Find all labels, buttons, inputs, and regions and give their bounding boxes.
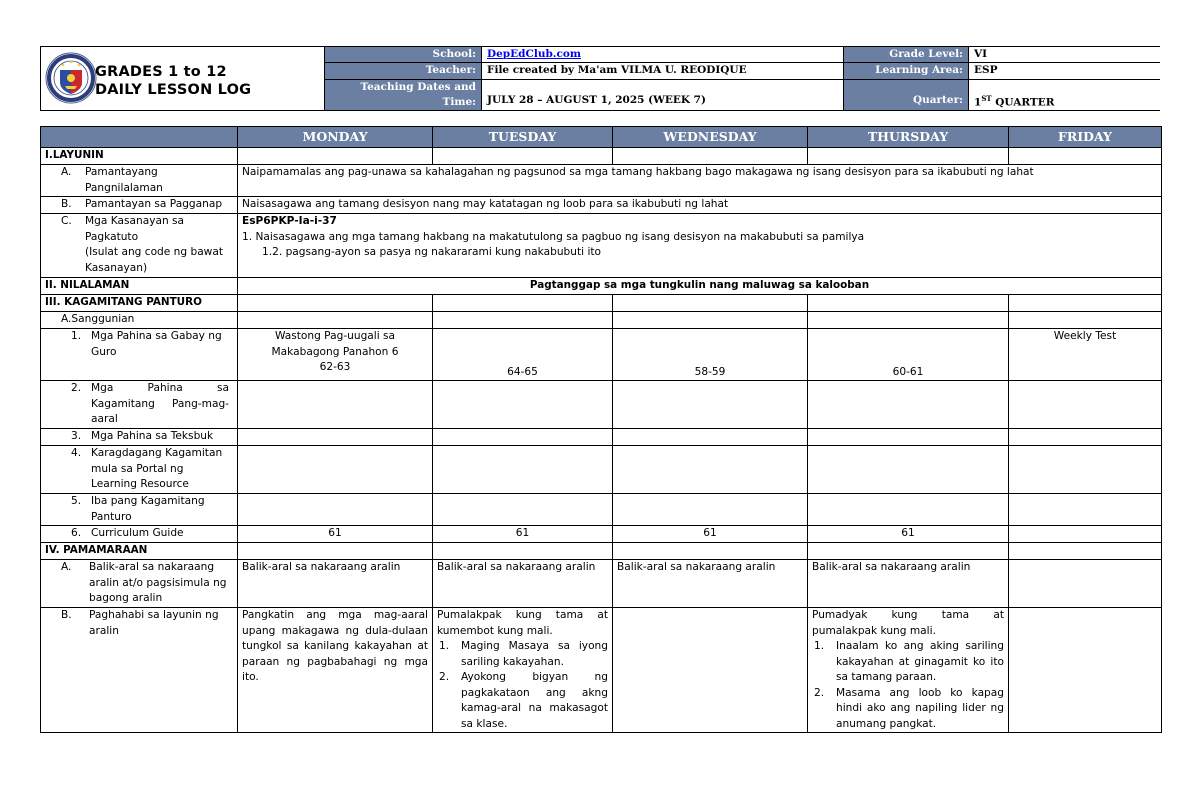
kagamitang-pang-mag-aaral-row bbox=[41, 381, 1162, 429]
nilalaman-heading: II. NILALAMAN bbox=[41, 278, 238, 295]
row-marker: B. bbox=[61, 198, 72, 210]
kagamitan-heading-row bbox=[41, 295, 1162, 312]
gabay-monday bbox=[238, 329, 433, 381]
paghahabi-monday: Pangkatin ang mga mag-aaral upang makagawa ng dula-dulaan tungkol sa kanilang kakayahan at paraan ng pagbabahagi ng mga ito. bbox=[238, 608, 433, 733]
row-marker: B. bbox=[61, 609, 72, 621]
empty-cell bbox=[433, 543, 613, 560]
paghahabi-tuesday bbox=[433, 608, 613, 733]
teksbuk-row bbox=[41, 429, 1162, 446]
quarter-suffix: ST bbox=[981, 94, 992, 103]
pamantayang-pangnilalaman-row bbox=[41, 165, 1162, 197]
row-label-text: Mga Pahina sa Gabay ng Guro bbox=[91, 330, 222, 358]
empty-cell bbox=[808, 148, 1009, 165]
school-value bbox=[482, 47, 844, 63]
empty-cell bbox=[238, 148, 433, 165]
gabay-monday-pages: 62-63 bbox=[319, 361, 351, 373]
cg-tuesday: 61 bbox=[433, 526, 613, 543]
corner-cell bbox=[41, 127, 238, 148]
form-title-line-2: DAILY LESSON LOG bbox=[95, 82, 252, 98]
empty-cell bbox=[808, 312, 1009, 329]
empty-cell bbox=[808, 446, 1009, 494]
form-title-line-1: GRADES 1 to 12 bbox=[95, 64, 227, 80]
pamamaraan-heading: IV. PAMAMARAAN bbox=[41, 543, 238, 560]
day-header-monday: MONDAY bbox=[238, 127, 433, 148]
empty-cell bbox=[433, 381, 613, 429]
quarter-word: QUARTER bbox=[991, 96, 1055, 109]
competency-item-1-2: 1.2. pagsang-ayon sa pasya ng nakararami kung nakabubuti ito bbox=[262, 246, 602, 258]
empty-cell bbox=[1009, 526, 1162, 543]
empty-cell bbox=[238, 429, 433, 446]
empty-cell bbox=[1009, 560, 1162, 608]
sanggunian-label: A.Sanggunian bbox=[41, 312, 238, 329]
empty-cell bbox=[238, 312, 433, 329]
paghahabi-tuesday-list bbox=[437, 639, 608, 732]
row-label-text: Mga Kasanayan sa Pagkatuto bbox=[85, 215, 185, 243]
empty-cell bbox=[433, 312, 613, 329]
teaching-dates-value: JULY 28 – AUGUST 1, 2025 (WEEK 7) bbox=[482, 80, 844, 110]
list-text: Masama ang loob ko kapag hindi ako ang napiling lider ng anumang pangkat. bbox=[836, 686, 1004, 730]
row-label-text: Mga Pahina sa Kagamitang Pang-mag-aaral bbox=[91, 382, 229, 425]
balik-aral-row bbox=[41, 560, 1162, 608]
empty-cell bbox=[808, 494, 1009, 526]
empty-cell bbox=[613, 446, 808, 494]
iba-pang-kagamitan-label bbox=[41, 494, 238, 526]
day-header-wednesday: WEDNESDAY bbox=[613, 127, 808, 148]
row-label-text: Mga Pahina sa Teksbuk bbox=[91, 430, 214, 442]
row-label-text: Karagdagang Kagamitan mula sa Portal ng Learning Resource bbox=[91, 447, 223, 490]
empty-cell bbox=[238, 543, 433, 560]
curriculum-guide-label bbox=[41, 526, 238, 543]
empty-cell bbox=[613, 608, 808, 733]
list-number: 1. bbox=[814, 640, 825, 652]
sanggunian-row bbox=[41, 312, 1162, 329]
day-header-friday: FRIDAY bbox=[1009, 127, 1162, 148]
kasanayan-row bbox=[41, 214, 1162, 278]
row-label-text: Iba pang Kagamitang Panturo bbox=[91, 495, 205, 523]
list-text: Inaalam ko ang aking sariling kakayahan at ginagamit ko ito sa tamang paraan. bbox=[836, 640, 1004, 683]
empty-cell bbox=[433, 494, 613, 526]
teksbuk-label bbox=[41, 429, 238, 446]
list-item bbox=[437, 639, 608, 670]
empty-cell bbox=[238, 494, 433, 526]
kagamitan-heading: III. KAGAMITANG PANTURO bbox=[41, 295, 238, 312]
pamantayan-sa-pagganap-label bbox=[41, 197, 238, 214]
cg-thursday: 61 bbox=[808, 526, 1009, 543]
pamantayan-sa-pagganap-text: Naisasagawa ang tamang desisyon nang may katatagan ng loob para sa ikabubuti ng lahat bbox=[238, 197, 1162, 214]
learning-area-value: ESP bbox=[969, 63, 1160, 80]
row-marker: 6. bbox=[71, 527, 82, 539]
iba-pang-kagamitan-row bbox=[41, 494, 1162, 526]
list-number: 1. bbox=[439, 640, 450, 652]
school-link[interactable]: DepEdClub.com bbox=[487, 48, 581, 60]
empty-cell bbox=[613, 543, 808, 560]
list-item bbox=[812, 639, 1004, 686]
day-header-tuesday: TUESDAY bbox=[433, 127, 613, 148]
empty-cell bbox=[613, 429, 808, 446]
grade-level-label: Grade Level: bbox=[844, 47, 969, 63]
row-marker: 5. bbox=[71, 495, 82, 507]
pamantayang-pangnilalaman-text: Naipamamalas ang pag-unawa sa kahalagahan ng pagsunod sa mga tamang hakbang bago makagawa ng isang desisyon para sa ikabubuti ng lahat bbox=[238, 165, 1162, 197]
paghahabi-thursday-list bbox=[812, 639, 1004, 732]
balik-aral-tuesday: Balik-aral sa nakaraang aralin bbox=[433, 560, 613, 608]
empty-cell bbox=[433, 295, 613, 312]
pamantayan-sa-pagganap-row bbox=[41, 197, 1162, 214]
row-marker: A. bbox=[61, 166, 72, 178]
balik-aral-monday: Balik-aral sa nakaraang aralin bbox=[238, 560, 433, 608]
paghahabi-label bbox=[41, 608, 238, 733]
teaching-dates-label-line2: Time: bbox=[442, 96, 476, 108]
empty-cell bbox=[808, 295, 1009, 312]
portal-label bbox=[41, 446, 238, 494]
layunin-heading: I.LAYUNIN bbox=[41, 148, 238, 165]
title-cell bbox=[41, 47, 325, 110]
empty-cell bbox=[613, 312, 808, 329]
pamamaraan-heading-row bbox=[41, 543, 1162, 560]
nilalaman-row bbox=[41, 278, 1162, 295]
row-marker: A. bbox=[61, 561, 72, 573]
row-label-text: Balik-aral sa nakaraang aralin at/o pagsisimula ng bagong aralin bbox=[89, 561, 227, 604]
empty-cell bbox=[808, 429, 1009, 446]
empty-cell bbox=[1009, 608, 1162, 733]
kasanayan-label bbox=[41, 214, 238, 278]
empty-cell bbox=[613, 494, 808, 526]
paghahabi-row bbox=[41, 608, 1162, 733]
gabay-friday: Weekly Test bbox=[1009, 329, 1162, 381]
empty-cell bbox=[808, 543, 1009, 560]
nilalaman-text: Pagtanggap sa mga tungkulin nang maluwag sa kalooban bbox=[238, 278, 1162, 295]
layunin-heading-row bbox=[41, 148, 1162, 165]
empty-cell bbox=[1009, 148, 1162, 165]
row-label-text: Curriculum Guide bbox=[91, 527, 184, 539]
day-header-thursday: THURSDAY bbox=[808, 127, 1009, 148]
paghahabi-tuesday-intro: Pumalakpak kung tama at kumembot kung mali. bbox=[437, 609, 608, 637]
row-label-note: (Isulat ang code ng bawat Kasanayan) bbox=[85, 246, 223, 274]
row-marker: 4. bbox=[71, 447, 82, 459]
row-label-text: Pamantayan sa Pagganap bbox=[85, 198, 223, 210]
empty-cell bbox=[238, 381, 433, 429]
competency-code: EsP6PKP-Ia-i-37 bbox=[242, 215, 337, 227]
empty-cell bbox=[1009, 446, 1162, 494]
gabay-wednesday: 58-59 bbox=[613, 329, 808, 381]
kasanayan-content bbox=[238, 214, 1162, 278]
grade-level-value: VI bbox=[969, 47, 1160, 63]
paghahabi-thursday bbox=[808, 608, 1009, 733]
empty-cell bbox=[433, 429, 613, 446]
quarter-value bbox=[969, 80, 1160, 110]
gabay-tuesday: 64-65 bbox=[433, 329, 613, 381]
empty-cell bbox=[613, 295, 808, 312]
row-label-text: Paghahabi sa layunin ng aralin bbox=[89, 609, 219, 637]
teaching-dates-label bbox=[325, 80, 482, 110]
row-marker: 3. bbox=[71, 430, 82, 442]
empty-cell bbox=[433, 148, 613, 165]
gabay-ng-guro-row bbox=[41, 329, 1162, 381]
gabay-thursday: 60-61 bbox=[808, 329, 1009, 381]
empty-cell bbox=[1009, 543, 1162, 560]
pamantayang-pangnilalaman-label bbox=[41, 165, 238, 197]
list-item bbox=[812, 686, 1004, 733]
empty-cell bbox=[238, 295, 433, 312]
quarter-number: 1 bbox=[974, 96, 982, 109]
empty-cell bbox=[433, 446, 613, 494]
empty-cell bbox=[1009, 429, 1162, 446]
lesson-log-table bbox=[40, 126, 1162, 733]
cg-wednesday: 61 bbox=[613, 526, 808, 543]
school-label: School: bbox=[325, 47, 482, 63]
kagamitang-pang-mag-aaral-label bbox=[41, 381, 238, 429]
empty-cell bbox=[1009, 295, 1162, 312]
quarter-label: Quarter: bbox=[844, 80, 969, 110]
cg-monday: 61 bbox=[238, 526, 433, 543]
list-text: Ayokong bigyan ng pagkakataon ang akng kamag-aral na makasagot sa klase. bbox=[461, 671, 608, 730]
portal-row bbox=[41, 446, 1162, 494]
teacher-label: Teacher: bbox=[325, 63, 482, 80]
empty-cell bbox=[613, 148, 808, 165]
empty-cell bbox=[1009, 381, 1162, 429]
empty-cell bbox=[1009, 494, 1162, 526]
list-number: 2. bbox=[439, 671, 450, 683]
empty-cell bbox=[613, 381, 808, 429]
teacher-value: File created by Ma'am VILMA U. REODIQUE bbox=[482, 63, 844, 80]
balik-aral-wednesday: Balik-aral sa nakaraang aralin bbox=[613, 560, 808, 608]
list-text: Maging Masaya sa iyong sariling kakayahan. bbox=[461, 640, 608, 668]
learning-area-label: Learning Area: bbox=[844, 63, 969, 80]
gabay-monday-book: Wastong Pag-uugali sa Makabagong Panahon 6 bbox=[271, 330, 399, 358]
dll-header bbox=[40, 46, 1160, 111]
competency-item-1: 1. Naisasagawa ang mga tamang hakbang na makatutulong sa pagbuo ng isang desisyon na makabubuti sa pamilya bbox=[242, 230, 865, 243]
empty-cell bbox=[808, 381, 1009, 429]
balik-aral-thursday: Balik-aral sa nakaraang aralin bbox=[808, 560, 1009, 608]
deped-seal-logo bbox=[45, 52, 97, 104]
curriculum-guide-row bbox=[41, 526, 1162, 543]
row-marker: 2. bbox=[71, 382, 82, 394]
list-item bbox=[437, 670, 608, 732]
row-label-text: Pamantayang Pangnilalaman bbox=[85, 166, 163, 194]
row-marker: 1. bbox=[71, 330, 82, 342]
balik-aral-label bbox=[41, 560, 238, 608]
empty-cell bbox=[1009, 312, 1162, 329]
gabay-ng-guro-label bbox=[41, 329, 238, 381]
list-number: 2. bbox=[814, 686, 825, 699]
day-header-row bbox=[41, 127, 1162, 148]
empty-cell bbox=[238, 446, 433, 494]
teaching-dates-label-line1: Teaching Dates and bbox=[360, 81, 476, 93]
row-marker: C. bbox=[61, 215, 72, 227]
paghahabi-thursday-intro: Pumadyak kung tama at pumalakpak kung mali. bbox=[812, 609, 1004, 637]
